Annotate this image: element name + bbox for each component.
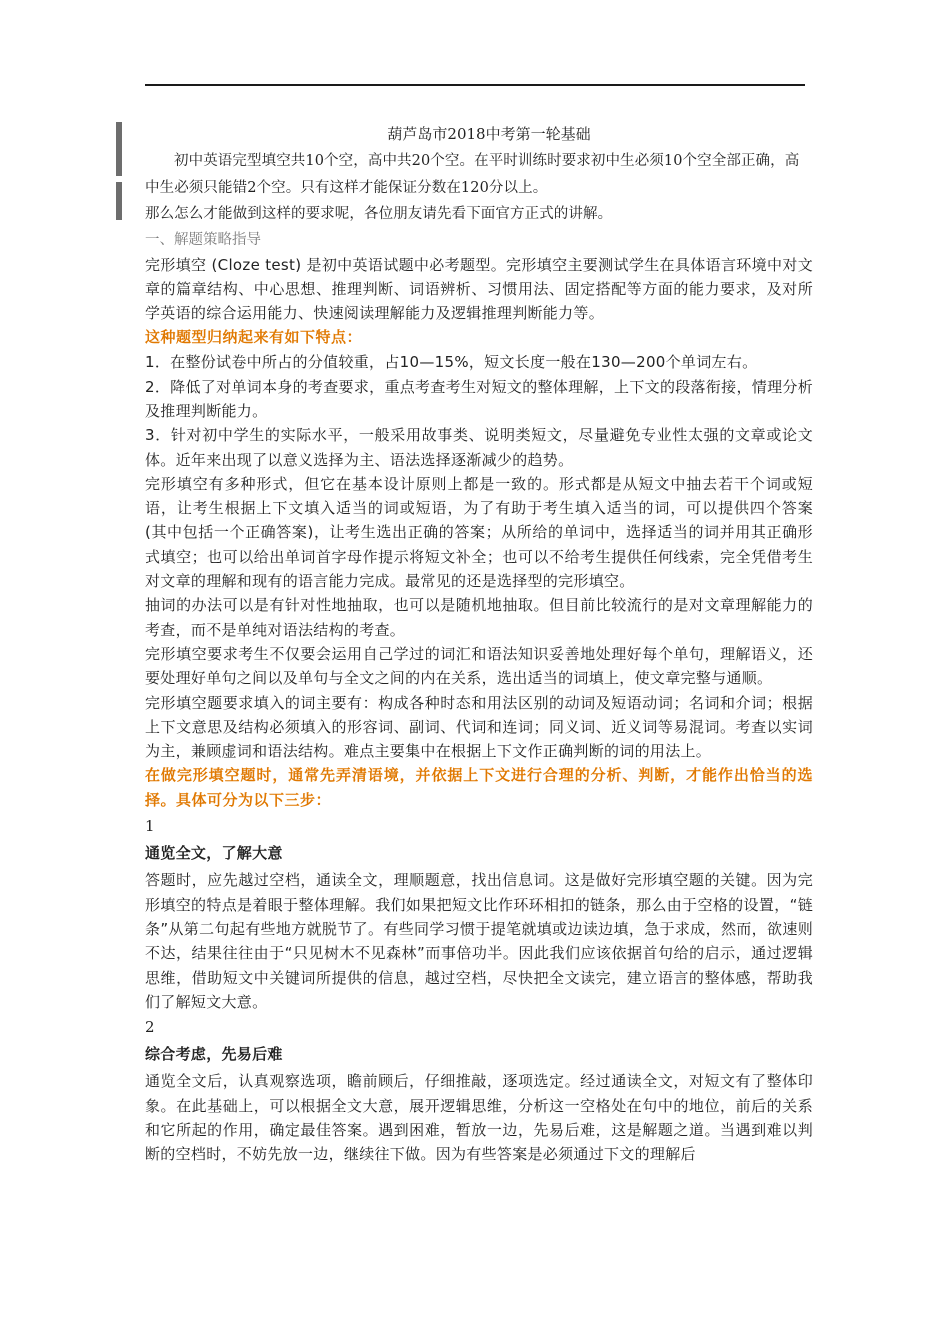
feature-item: 1．在整份试卷中所占的分值较重，占10—15%，短文长度一般在130—200个单词左右。 — [145, 353, 758, 372]
extraction-paragraph: 抽词的办法可以是有针对性地抽取，也可以是随机地抽取。但目前比较流行的是对文章理解能力的考查，而不是单纯对语法结构的考查。 — [145, 596, 813, 639]
section-heading: 一、解题策略指导 — [145, 231, 261, 248]
step-title: 通览全文，了解大意 — [145, 844, 283, 863]
step-text: 通览全文后，认真观察选项，瞻前顾后，仔细推敲，逐项选定。经过通读全文，对短文有了整体印象。在此基础上，可以根据全文大意，展开逻辑思维，分析这一空格处在句中的地位，前后的关系和它所起的作用，确定最佳答案。遇到困难，暂放一边，先易后难，这是解题之道。当遇到难以判断的空档时，不妨先放一边，继续往下做。因为有些答案是必须通过下文的理解后 — [145, 1072, 813, 1164]
steps-heading: 在做完形填空题时，通常先弄清语境，并依据上下文进行合理的分析、判断，才能作出恰当的选择。具体可分为以下三步： — [145, 766, 813, 810]
change-bar-marker — [116, 122, 122, 176]
forms-paragraph: 完形填空有多种形式，但它在基本设计原则上都是一致的。形式都是从短文中抽去若干个词或短语，让考生根据上下文填入适当的词或短语，为了有助于考生填入适当的词，可以提供四个答案 (其中包括一个正确答案)，让考生选出正确的答案；从所给的单词中，选择适当的词并用其正确形式填空；也可以给出单词首字母作提示将短文补全；也可以不给考生提供任何线索，完全凭借考生对文章的理解和现有的语言能力完成。最常见的还是选择型的完形填空。 — [145, 474, 813, 591]
step-number: 1 — [145, 817, 155, 836]
feature-item: 3．针对初中学生的实际水平，一般采用故事类、说明类短文，尽量避免专业性太强的文章或论文体。近年来出现了以意义选择为主、语法选择逐渐减少的趋势。 — [145, 426, 813, 469]
intro-paragraph: 那么怎么才能做到这样的要求呢，各位朋友请先看下面官方正式的讲解。 — [145, 206, 613, 222]
step-title: 综合考虑，先易后难 — [145, 1045, 283, 1064]
word-types-paragraph: 完形填空题要求填入的词主要有：构成各种时态和用法区别的动词及短语动词；名词和介词；根据上下文意思及结构必须填入的形容词、副词、代词和连词；同义词、近义词等易混词。考查以实词为主，兼顾虚词和语法结构。难点主要集中在根据上下文作正确判断的词的用法上。 — [145, 693, 813, 761]
document-body — [145, 121, 813, 1166]
cloze-definition-paragraph: 完形填空 (Cloze test) 是初中英语试题中必考题型。完形填空主要测试学生在具体语言环境中对文章的篇章结构、中心思想、推理判断、词语辨析、习惯用法、固定搭配等方面的能力要求，及对所学英语的综合运用能力、快速阅读理解能力及逻辑推理判断能力等。 — [145, 255, 813, 323]
header-rule — [145, 84, 805, 86]
features-heading: 这种题型归纳起来有如下特点： — [145, 328, 363, 347]
change-bar-marker — [116, 182, 122, 220]
intro-paragraph: 初中英语完型填空共10个空，高中共20个空。在平时训练时要求初中生必须10个空全部正确，高中生必须只能错2个空。只有这样才能保证分数在120分以上。 — [145, 153, 800, 196]
step-text: 答题时，应先越过空档，通读全文，理顺题意，找出信息词。这是做好完形填空题的关键。因为完形填空的特点是着眼于整体理解。我们如果把短文比作环环相扣的链条，那么由于空格的设置，“链条”从第二句起有些地方就脱节了。有些同学习惯于提笔就填或边读边填，急于求成，然而，欲速则不达，结果往往由于“只见树木不见森林”而事倍功半。因此我们应该依据首句给的启示，通过逻辑思维，借助短文中关键词所提供的信息，越过空档，尽快把全文读完，建立语言的整体感，帮助我们了解短文大意。 — [145, 871, 813, 1011]
feature-item: 2．降低了对单词本身的考查要求，重点考查考生对短文的整体理解，上下文的段落衔接，情理分析及推理判断能力。 — [145, 377, 813, 420]
step-number: 2 — [145, 1018, 155, 1037]
document-title: 葫芦岛市2018中考第一轮基础 — [387, 125, 591, 143]
requirements-paragraph: 完形填空要求考生不仅要会运用自己学过的词汇和语法知识妥善地处理好每个单句，理解语义，还要处理好单句之间以及单句与全文之间的内在关系，选出适当的词填上，使文章完整与通顺。 — [145, 644, 813, 688]
